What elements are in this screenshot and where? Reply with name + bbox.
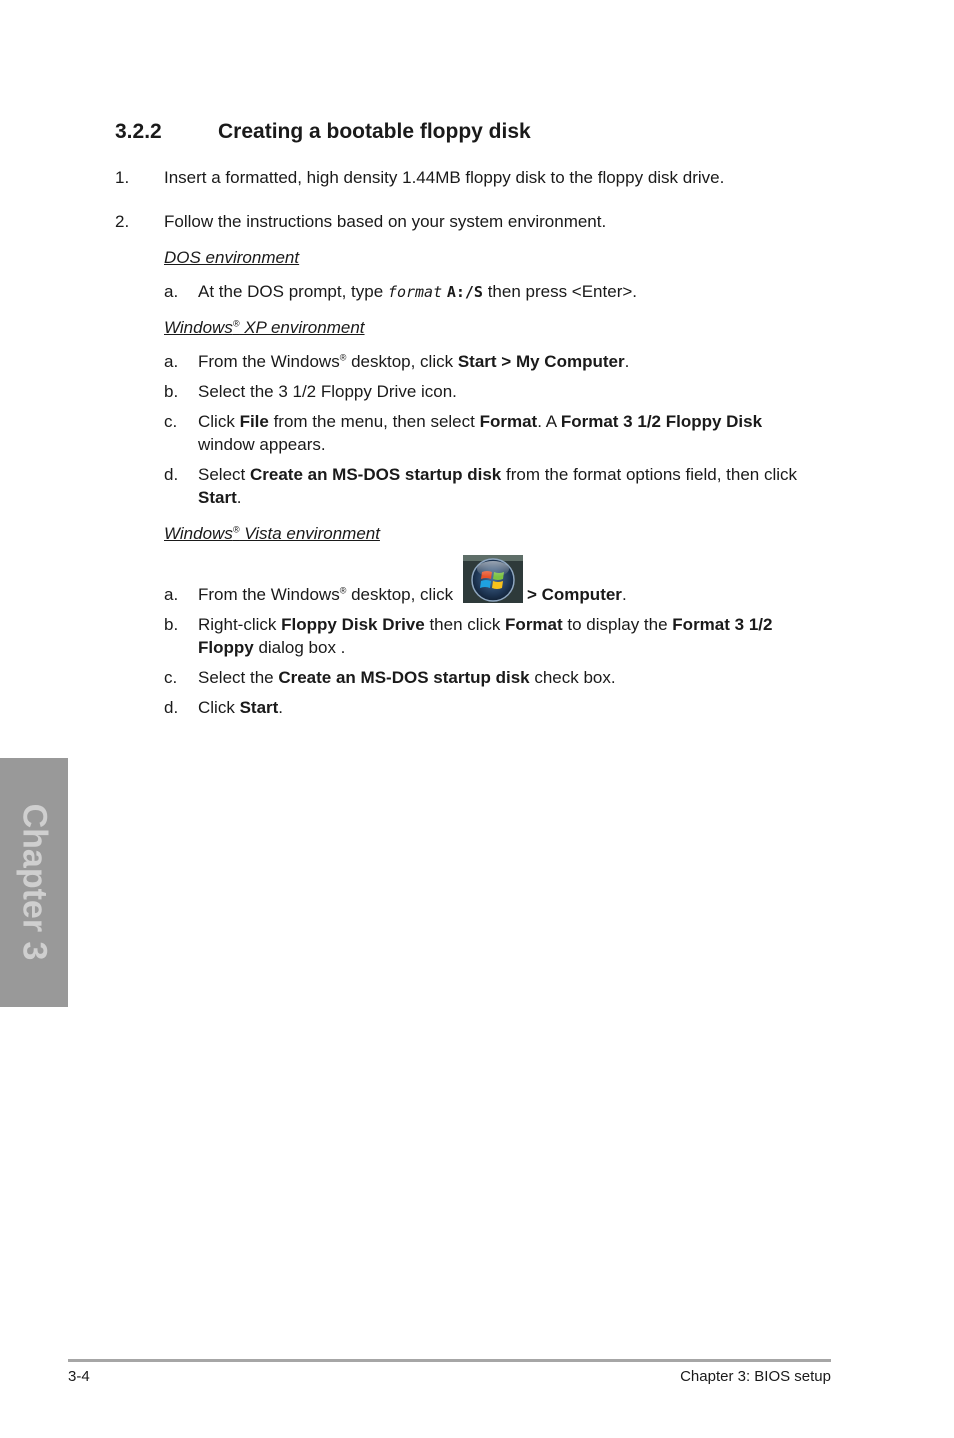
xp-step-d-text-line2 (198, 488, 241, 508)
vista-a-t1: From the Windows (198, 585, 340, 604)
vista-b-floppy: Floppy (198, 638, 254, 657)
dos-a-text-2: then press <Enter>. (482, 282, 638, 301)
footer-page-number: 3-4 (68, 1368, 90, 1385)
vista-b-t4: dialog box . (253, 638, 346, 657)
xp-d-t1: Select (198, 465, 250, 484)
vista-c-t2: check box. (529, 668, 616, 687)
chapter-side-tab-label: Chapter 3 (15, 803, 54, 961)
xp-heading-reg: ® (232, 318, 240, 329)
xp-step-d-letter: d. (164, 465, 179, 484)
step-1-number: 1. (115, 168, 130, 187)
xp-c-format-floppy-disk: Format 3 1/2 Floppy Disk (560, 412, 763, 431)
dos-a-text-1: At the DOS prompt, type (198, 282, 388, 301)
xp-c-t1: Click (198, 412, 240, 431)
vista-c-create-startup-disk: Create an MS-DOS startup disk (278, 668, 530, 687)
vista-b-floppy-disk-drive: Floppy Disk Drive (281, 615, 425, 634)
vista-c-t1: Select the (198, 668, 279, 687)
section-title: Creating a bootable floppy disk (218, 120, 531, 143)
section-heading (115, 120, 531, 144)
vista-a-t3: . (621, 585, 627, 604)
xp-heading-pre: Windows (164, 318, 233, 337)
vista-heading-pre: Windows (164, 524, 233, 543)
xp-step-b-text: Select the 3 1/2 Floppy Drive icon. (198, 382, 457, 401)
xp-step-a-letter: a. (164, 352, 179, 371)
vista-step-d-text (198, 698, 283, 718)
step-2-number: 2. (115, 212, 130, 231)
xp-a-t1: From the Windows (198, 352, 340, 371)
xp-heading-post: XP environment (239, 318, 365, 337)
vista-step-b-letter: b. (164, 615, 179, 634)
vista-b-format-3-1-2: Format 3 1/2 (672, 615, 773, 634)
vista-a-reg: ® (339, 585, 347, 596)
vista-step-a-text-after-icon (527, 585, 627, 605)
xp-step-b-letter: b. (164, 382, 179, 401)
xp-c-t2: from the menu, then select (268, 412, 480, 431)
vista-heading-reg: ® (232, 524, 240, 535)
vista-b-t1: Right-click (198, 615, 282, 634)
xp-step-c-text-line2: window appears. (198, 435, 326, 454)
step-1-text: Insert a formatted, high density 1.44MB floppy disk to the floppy disk drive. (164, 168, 725, 187)
windows-vista-start-orb-icon (463, 555, 523, 603)
xp-step-d-text-line1 (198, 465, 797, 485)
xp-step-c-letter: c. (164, 412, 178, 431)
vista-step-c-letter: c. (164, 668, 178, 687)
vista-step-a-letter: a. (164, 585, 179, 604)
xp-d-t3: . (236, 488, 242, 507)
dos-command-arg: A:/S (446, 283, 483, 301)
vista-step-c-text (198, 668, 616, 688)
vista-heading-post: Vista environment (239, 524, 380, 543)
vista-d-start: Start (239, 698, 279, 717)
xp-a-reg: ® (339, 352, 347, 363)
vista-step-d-letter: d. (164, 698, 179, 717)
section-number: 3.2.2 (115, 120, 162, 143)
vista-d-t1: Click (198, 698, 240, 717)
vista-environment-heading (164, 524, 380, 544)
xp-d-t2: from the format options field, then click (501, 465, 798, 484)
vista-step-a-text (198, 585, 453, 605)
xp-step-a-text (198, 352, 629, 372)
xp-c-t3: . A (537, 412, 561, 431)
vista-step-b-text-line2 (198, 638, 345, 658)
xp-c-format: Format (479, 412, 538, 431)
vista-b-t2: then click (424, 615, 506, 634)
xp-environment-heading (164, 318, 365, 338)
dos-step-a-text (198, 282, 637, 302)
xp-step-c-text-line1 (198, 412, 762, 432)
xp-d-start: Start (198, 488, 237, 507)
footer-chapter-title: Chapter 3: BIOS setup (680, 1368, 831, 1385)
vista-step-b-text-line1 (198, 615, 772, 635)
step-2-text: Follow the instructions based on your system environment. (164, 212, 607, 231)
xp-d-create-startup-disk: Create an MS-DOS startup disk (249, 465, 502, 484)
dos-command-format: format (387, 283, 443, 301)
vista-d-t2: . (278, 698, 284, 717)
xp-a-start-my-computer: Start > My Computer (457, 352, 625, 371)
dos-environment-heading: DOS environment (164, 248, 300, 267)
chapter-side-tab (0, 758, 68, 1007)
vista-a-computer: > Computer (527, 585, 622, 604)
vista-b-t3: to display the (562, 615, 673, 634)
xp-c-file: File (239, 412, 269, 431)
dos-step-a-letter: a. (164, 282, 179, 301)
xp-a-t3: . (624, 352, 630, 371)
vista-a-t2: desktop, click (346, 585, 454, 604)
vista-b-format: Format (505, 615, 563, 634)
xp-a-t2: desktop, click (346, 352, 458, 371)
footer-divider (68, 1359, 831, 1362)
